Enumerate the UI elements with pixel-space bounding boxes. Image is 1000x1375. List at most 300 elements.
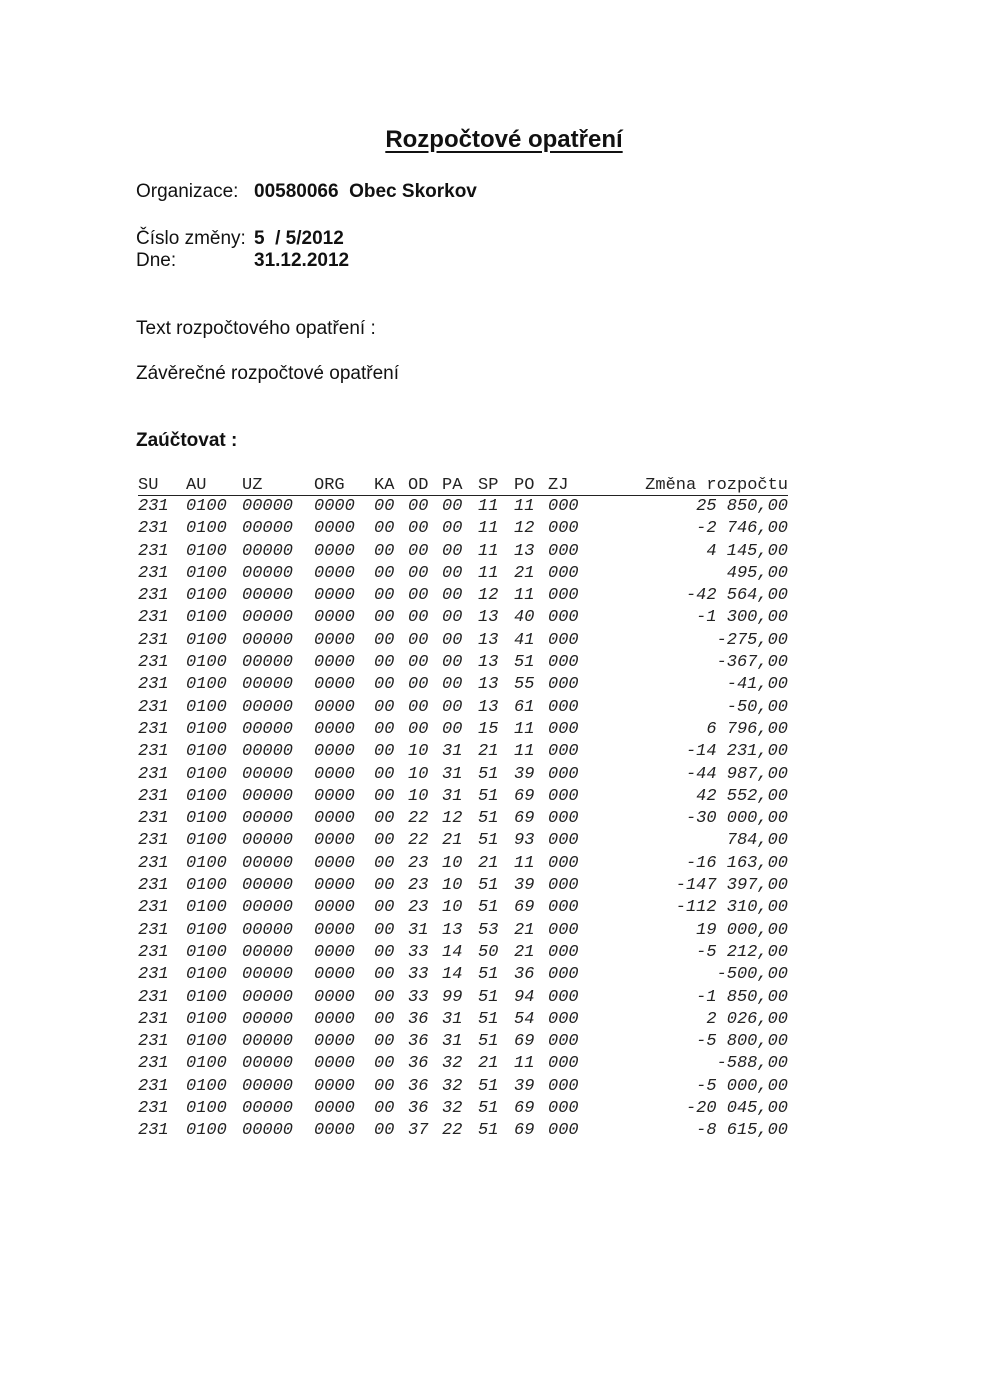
cell-uz: 00000: [242, 920, 294, 940]
cell-pa: 99: [442, 987, 463, 1007]
cell-zj: 000: [548, 586, 579, 606]
cell-pa: 13: [442, 920, 463, 940]
cell-su: 231: [138, 831, 169, 851]
cell-zj: 000: [548, 876, 579, 896]
cell-amount: -8 615,00: [696, 1121, 788, 1141]
table-row: [138, 987, 788, 1009]
cell-amount: -41,00: [726, 675, 788, 695]
cell-zj: 000: [548, 1099, 579, 1119]
change-number-value: 5 / 5/2012: [254, 228, 344, 249]
cell-zj: 000: [548, 898, 579, 918]
cell-amount: 19 000,00: [696, 920, 788, 940]
cell-po: 39: [514, 1076, 535, 1096]
cell-po: 40: [514, 608, 535, 628]
cell-su: 231: [138, 541, 169, 561]
cell-od: 10: [408, 742, 429, 762]
cell-org: 0000: [314, 1032, 355, 1052]
header-sp: SP: [478, 476, 499, 495]
cell-amount: -16 163,00: [685, 853, 788, 873]
cell-au: 0100: [186, 1099, 227, 1119]
cell-pa: 14: [442, 965, 463, 985]
cell-sp: 11: [478, 497, 499, 516]
date-line: [136, 250, 349, 272]
cell-po: 69: [514, 1099, 535, 1119]
cell-org: 0000: [314, 1009, 355, 1029]
cell-zj: 000: [548, 630, 579, 650]
cell-uz: 00000: [242, 942, 294, 962]
cell-org: 0000: [314, 876, 355, 896]
cell-org: 0000: [314, 1076, 355, 1096]
cell-amount: 4 145,00: [706, 541, 788, 561]
cell-pa: 10: [442, 853, 463, 873]
cell-zj: 000: [548, 1009, 579, 1029]
cell-amount: -44 987,00: [685, 764, 788, 784]
cell-org: 0000: [314, 965, 355, 985]
cell-org: 0000: [314, 987, 355, 1007]
cell-amount: -275,00: [716, 630, 788, 650]
cell-au: 0100: [186, 965, 227, 985]
cell-po: 11: [514, 586, 535, 606]
cell-ka: 00: [374, 1099, 395, 1119]
cell-su: 231: [138, 920, 169, 940]
header-po: PO: [514, 476, 535, 495]
cell-ka: 00: [374, 876, 395, 896]
cell-amount: -147 397,00: [675, 876, 788, 896]
cell-uz: 00000: [242, 898, 294, 918]
cell-od: 23: [408, 898, 429, 918]
table-row: [138, 518, 788, 540]
cell-od: 10: [408, 786, 429, 806]
cell-od: 00: [408, 586, 429, 606]
table-row: [138, 541, 788, 563]
cell-su: 231: [138, 876, 169, 896]
cell-sp: 13: [478, 608, 499, 628]
cell-uz: 00000: [242, 876, 294, 896]
cell-su: 231: [138, 742, 169, 762]
cell-od: 36: [408, 1076, 429, 1096]
cell-ka: 00: [374, 987, 395, 1007]
cell-au: 0100: [186, 853, 227, 873]
cell-od: 00: [408, 519, 429, 539]
header-su: SU: [138, 476, 159, 495]
cell-po: 21: [514, 563, 535, 583]
cell-pa: 22: [442, 1121, 463, 1141]
cell-po: 69: [514, 1121, 535, 1141]
cell-uz: 00000: [242, 965, 294, 985]
cell-amount: 784,00: [726, 831, 788, 851]
cell-po: 13: [514, 541, 535, 561]
cell-amount: -20 045,00: [685, 1099, 788, 1119]
cell-zj: 000: [548, 497, 579, 516]
cell-pa: 10: [442, 876, 463, 896]
cell-ka: 00: [374, 809, 395, 829]
cell-amount: -112 310,00: [675, 898, 788, 918]
cell-uz: 00000: [242, 497, 294, 516]
table-row: [138, 674, 788, 696]
cell-od: 36: [408, 1009, 429, 1029]
cell-zj: 000: [548, 764, 579, 784]
cell-su: 231: [138, 1009, 169, 1029]
cell-zj: 000: [548, 653, 579, 673]
table-row: [138, 652, 788, 674]
cell-au: 0100: [186, 653, 227, 673]
cell-org: 0000: [314, 764, 355, 784]
change-number-label: Číslo změny:: [136, 228, 246, 249]
cell-po: 39: [514, 764, 535, 784]
cell-pa: 00: [442, 697, 463, 717]
cell-uz: 00000: [242, 831, 294, 851]
cell-uz: 00000: [242, 519, 294, 539]
cell-od: 33: [408, 965, 429, 985]
cell-po: 11: [514, 742, 535, 762]
cell-zj: 000: [548, 987, 579, 1007]
cell-uz: 00000: [242, 1076, 294, 1096]
cell-sp: 13: [478, 630, 499, 650]
cell-sp: 11: [478, 519, 499, 539]
cell-od: 33: [408, 987, 429, 1007]
cell-po: 12: [514, 519, 535, 539]
cell-sp: 51: [478, 965, 499, 985]
cell-au: 0100: [186, 831, 227, 851]
table-row: [138, 875, 788, 897]
cell-org: 0000: [314, 497, 355, 516]
cell-amount: 2 026,00: [706, 1009, 788, 1029]
cell-po: 69: [514, 1032, 535, 1052]
cell-au: 0100: [186, 608, 227, 628]
table-row: [138, 1076, 788, 1098]
organization-value: 00580066 Obec Skorkov: [254, 181, 477, 202]
table-row: [138, 853, 788, 875]
cell-sp: 51: [478, 1032, 499, 1052]
cell-po: 69: [514, 898, 535, 918]
cell-org: 0000: [314, 697, 355, 717]
cell-au: 0100: [186, 719, 227, 739]
cell-ka: 00: [374, 675, 395, 695]
cell-org: 0000: [314, 630, 355, 650]
cell-ka: 00: [374, 1009, 395, 1029]
cell-sp: 51: [478, 1121, 499, 1141]
cell-sp: 50: [478, 942, 499, 962]
cell-au: 0100: [186, 586, 227, 606]
table-row: [138, 830, 788, 852]
cell-zj: 000: [548, 608, 579, 628]
cell-sp: 51: [478, 876, 499, 896]
cell-au: 0100: [186, 876, 227, 896]
cell-su: 231: [138, 1054, 169, 1074]
cell-pa: 31: [442, 1009, 463, 1029]
cell-sp: 51: [478, 898, 499, 918]
header-zmena-rozpoctu: Změna rozpočtu: [645, 476, 788, 495]
cell-amount: 6 796,00: [706, 719, 788, 739]
header-pa: PA: [442, 476, 463, 495]
cell-org: 0000: [314, 853, 355, 873]
cell-ka: 00: [374, 764, 395, 784]
cell-po: 11: [514, 497, 535, 516]
cell-po: 51: [514, 653, 535, 673]
cell-zj: 000: [548, 719, 579, 739]
cell-zj: 000: [548, 853, 579, 873]
cell-sp: 51: [478, 786, 499, 806]
cell-amount: -588,00: [716, 1054, 788, 1074]
cell-amount: -5 212,00: [696, 942, 788, 962]
date-value: 31.12.2012: [254, 250, 350, 271]
table-row: [138, 920, 788, 942]
cell-od: 00: [408, 541, 429, 561]
cell-uz: 00000: [242, 1054, 294, 1074]
cell-su: 231: [138, 942, 169, 962]
cell-po: 93: [514, 831, 535, 851]
cell-uz: 00000: [242, 809, 294, 829]
cell-po: 69: [514, 809, 535, 829]
cell-zj: 000: [548, 809, 579, 829]
cell-pa: 12: [442, 809, 463, 829]
cell-po: 11: [514, 853, 535, 873]
cell-zj: 000: [548, 697, 579, 717]
organization-label: Organizace:: [136, 181, 239, 202]
cell-pa: 32: [442, 1076, 463, 1096]
table-row: [138, 764, 788, 786]
cell-su: 231: [138, 1099, 169, 1119]
cell-amount: -500,00: [716, 965, 788, 985]
cell-au: 0100: [186, 920, 227, 940]
header-ka: KA: [374, 476, 395, 495]
cell-uz: 00000: [242, 675, 294, 695]
cell-po: 94: [514, 987, 535, 1007]
cell-su: 231: [138, 1121, 169, 1141]
cell-org: 0000: [314, 942, 355, 962]
cell-uz: 00000: [242, 653, 294, 673]
table-row: [138, 942, 788, 964]
cell-org: 0000: [314, 831, 355, 851]
cell-od: 36: [408, 1054, 429, 1074]
cell-uz: 00000: [242, 742, 294, 762]
cell-su: 231: [138, 809, 169, 829]
cell-uz: 00000: [242, 1009, 294, 1029]
cell-su: 231: [138, 764, 169, 784]
table-row: [138, 697, 788, 719]
cell-au: 0100: [186, 1121, 227, 1141]
cell-su: 231: [138, 563, 169, 583]
cell-zj: 000: [548, 675, 579, 695]
cell-po: 11: [514, 719, 535, 739]
cell-amount: 42 552,00: [696, 786, 788, 806]
cell-au: 0100: [186, 497, 227, 516]
cell-su: 231: [138, 719, 169, 739]
cell-org: 0000: [314, 719, 355, 739]
table-row: [138, 607, 788, 629]
cell-org: 0000: [314, 541, 355, 561]
cell-au: 0100: [186, 563, 227, 583]
text-label: Text rozpočtového opatření :: [136, 318, 376, 339]
cell-zj: 000: [548, 742, 579, 762]
table-row: [138, 1053, 788, 1075]
cell-su: 231: [138, 853, 169, 873]
cell-ka: 00: [374, 719, 395, 739]
cell-zj: 000: [548, 920, 579, 940]
cell-pa: 00: [442, 563, 463, 583]
cell-od: 36: [408, 1032, 429, 1052]
cell-pa: 00: [442, 653, 463, 673]
cell-po: 21: [514, 920, 535, 940]
cell-od: 00: [408, 630, 429, 650]
cell-sp: 21: [478, 742, 499, 762]
date-label: Dne:: [136, 250, 177, 271]
cell-su: 231: [138, 497, 169, 516]
cell-org: 0000: [314, 586, 355, 606]
cell-od: 00: [408, 653, 429, 673]
table-row: [138, 496, 788, 518]
organization-line: [136, 181, 477, 203]
accounting-table: [138, 473, 788, 1143]
cell-amount: -367,00: [716, 653, 788, 673]
cell-sp: 51: [478, 1076, 499, 1096]
cell-amount: -14 231,00: [685, 742, 788, 762]
cell-sp: 51: [478, 831, 499, 851]
cell-su: 231: [138, 987, 169, 1007]
cell-sp: 11: [478, 563, 499, 583]
cell-uz: 00000: [242, 1032, 294, 1052]
header-od: OD: [408, 476, 429, 495]
cell-od: 00: [408, 697, 429, 717]
cell-au: 0100: [186, 1076, 227, 1096]
cell-org: 0000: [314, 675, 355, 695]
cell-pa: 00: [442, 519, 463, 539]
cell-od: 33: [408, 942, 429, 962]
table-row: [138, 585, 788, 607]
cell-po: 54: [514, 1009, 535, 1029]
cell-su: 231: [138, 675, 169, 695]
cell-amount: -2 746,00: [696, 519, 788, 539]
cell-amount: -30 000,00: [685, 809, 788, 829]
cell-au: 0100: [186, 987, 227, 1007]
cell-uz: 00000: [242, 764, 294, 784]
cell-ka: 00: [374, 965, 395, 985]
cell-sp: 13: [478, 653, 499, 673]
cell-od: 23: [408, 853, 429, 873]
cell-pa: 31: [442, 764, 463, 784]
cell-sp: 51: [478, 764, 499, 784]
cell-su: 231: [138, 786, 169, 806]
cell-amount: -1 300,00: [696, 608, 788, 628]
cell-sp: 21: [478, 853, 499, 873]
cell-ka: 00: [374, 853, 395, 873]
cell-od: 22: [408, 809, 429, 829]
cell-ka: 00: [374, 742, 395, 762]
cell-org: 0000: [314, 1099, 355, 1119]
cell-org: 0000: [314, 519, 355, 539]
cell-au: 0100: [186, 942, 227, 962]
cell-od: 00: [408, 497, 429, 516]
text-value: Závěrečné rozpočtové opatření: [136, 363, 399, 384]
cell-au: 0100: [186, 898, 227, 918]
cell-sp: 13: [478, 697, 499, 717]
cell-zj: 000: [548, 541, 579, 561]
cell-org: 0000: [314, 809, 355, 829]
table-header: [138, 473, 788, 496]
cell-od: 00: [408, 719, 429, 739]
cell-zj: 000: [548, 563, 579, 583]
cell-zj: 000: [548, 831, 579, 851]
cell-su: 231: [138, 965, 169, 985]
table-row: [138, 719, 788, 741]
header-au: AU: [186, 476, 207, 495]
table-row: [138, 1031, 788, 1053]
cell-su: 231: [138, 1076, 169, 1096]
cell-uz: 00000: [242, 853, 294, 873]
cell-od: 23: [408, 876, 429, 896]
cell-ka: 00: [374, 519, 395, 539]
header-zj: ZJ: [548, 476, 569, 495]
cell-uz: 00000: [242, 630, 294, 650]
cell-od: 37: [408, 1121, 429, 1141]
cell-od: 31: [408, 920, 429, 940]
cell-pa: 00: [442, 719, 463, 739]
cell-au: 0100: [186, 675, 227, 695]
cell-amount: -5 800,00: [696, 1032, 788, 1052]
cell-sp: 13: [478, 675, 499, 695]
table-row: [138, 630, 788, 652]
table-row: [138, 786, 788, 808]
cell-ka: 00: [374, 942, 395, 962]
cell-po: 61: [514, 697, 535, 717]
table-row: [138, 563, 788, 585]
cell-su: 231: [138, 630, 169, 650]
table-row: [138, 897, 788, 919]
table-row: [138, 1098, 788, 1120]
cell-au: 0100: [186, 786, 227, 806]
cell-org: 0000: [314, 563, 355, 583]
cell-org: 0000: [314, 1054, 355, 1074]
cell-org: 0000: [314, 920, 355, 940]
cell-zj: 000: [548, 1076, 579, 1096]
cell-po: 55: [514, 675, 535, 695]
cell-au: 0100: [186, 742, 227, 762]
cell-po: 36: [514, 965, 535, 985]
cell-pa: 31: [442, 742, 463, 762]
cell-pa: 32: [442, 1099, 463, 1119]
cell-ka: 00: [374, 630, 395, 650]
cell-amount: 25 850,00: [696, 497, 788, 516]
cell-zj: 000: [548, 965, 579, 985]
cell-po: 11: [514, 1054, 535, 1074]
cell-zj: 000: [548, 519, 579, 539]
cell-pa: 00: [442, 541, 463, 561]
cell-amount: -5 000,00: [696, 1076, 788, 1096]
cell-zj: 000: [548, 1054, 579, 1074]
cell-sp: 21: [478, 1054, 499, 1074]
cell-sp: 12: [478, 586, 499, 606]
cell-amount: -1 850,00: [696, 987, 788, 1007]
cell-sp: 53: [478, 920, 499, 940]
cell-sp: 51: [478, 1099, 499, 1119]
cell-amount: -50,00: [726, 697, 788, 717]
cell-ka: 00: [374, 920, 395, 940]
table-row: [138, 1120, 788, 1142]
cell-ka: 00: [374, 786, 395, 806]
cell-su: 231: [138, 1032, 169, 1052]
section-label: Zaúčtovat :: [136, 430, 238, 451]
cell-po: 39: [514, 876, 535, 896]
cell-org: 0000: [314, 898, 355, 918]
cell-pa: 00: [442, 630, 463, 650]
cell-zj: 000: [548, 942, 579, 962]
cell-od: 10: [408, 764, 429, 784]
cell-pa: 31: [442, 786, 463, 806]
cell-su: 231: [138, 586, 169, 606]
cell-pa: 00: [442, 586, 463, 606]
cell-zj: 000: [548, 786, 579, 806]
cell-zj: 000: [548, 1032, 579, 1052]
